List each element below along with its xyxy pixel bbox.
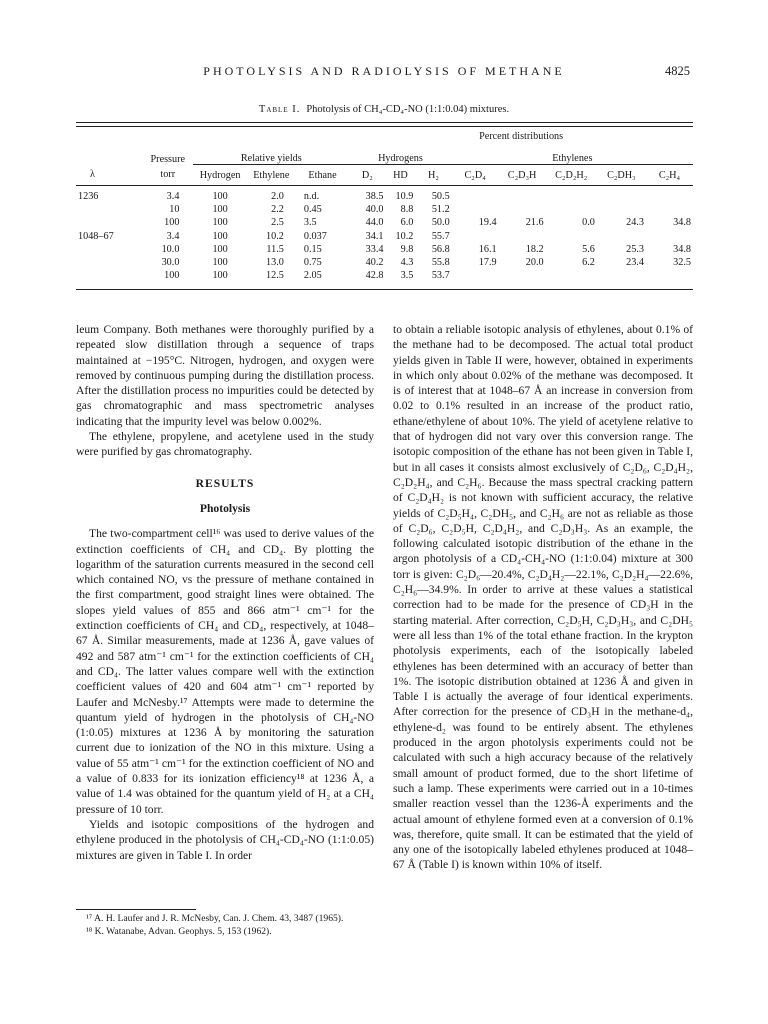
table-cell: 10.2	[266, 231, 284, 243]
table-row	[76, 204, 693, 217]
table-cell: 2.05	[303, 269, 322, 281]
table-cell: 4.3	[400, 256, 414, 268]
table-cell: 3.5	[303, 216, 317, 228]
column-header: Hydrogen	[193, 165, 246, 186]
table-cell: 21.6	[525, 216, 544, 228]
table-cell: 24.3	[626, 216, 644, 228]
table-cell: 8.8	[400, 203, 414, 215]
table-cell: 100	[212, 244, 228, 256]
column-header: Ethylene	[247, 165, 296, 186]
table-cell: 53.7	[431, 269, 450, 281]
header-hydrogens: Hydrogens	[349, 145, 451, 165]
table-cell: 2.2	[271, 203, 284, 215]
table-cell	[76, 204, 142, 217]
table-cell: 100	[212, 231, 228, 243]
table-cell: 12.5	[266, 269, 284, 281]
table-cell: 34.8	[673, 244, 691, 256]
table-cell: 33.4	[365, 244, 384, 256]
table-cell: 1236	[78, 191, 99, 202]
table-cell: 100	[164, 216, 180, 228]
header-percent-distributions: Percent distributions	[479, 131, 564, 142]
table-cell: 9.8	[400, 244, 414, 256]
data-table	[76, 122, 693, 290]
paragraph: The ethylene, propylene, and acetylene used in the study were purified by gas chromatography.	[76, 430, 374, 459]
paragraph: Yields and isotopic compositions of the hydrogen and ethylene produced in the photolysis of CH₄-CD₄-NO (1:1:0.05) mixtures are given in Table I. In order	[76, 817, 374, 862]
table-cell: 25.3	[626, 244, 644, 256]
table-cell: 10.2	[395, 231, 414, 243]
table-cell	[452, 204, 499, 217]
table-cell: 0.15	[303, 244, 322, 256]
table-cell	[546, 204, 597, 217]
table-cell: 30.0	[161, 256, 180, 268]
table-cell: 2.5	[271, 216, 284, 228]
table-row	[76, 229, 693, 244]
table-cell	[646, 186, 693, 204]
table-cell: 10.0	[161, 244, 180, 256]
header-ethylenes: Ethylenes	[452, 145, 693, 165]
footnote-18: ¹⁸ K. Watanabe, Advan. Geophys. 5, 153 (1962).	[86, 925, 272, 937]
table-cell: 3.4	[166, 231, 180, 243]
table-cell: 50.0	[431, 216, 450, 228]
section-heading-results: RESULTS	[195, 476, 255, 490]
table-cell	[452, 186, 499, 204]
table-cell: 6.2	[582, 256, 595, 268]
table-cell: 23.4	[626, 256, 644, 268]
header-pressure: Pressure	[150, 153, 186, 165]
column-header: C₂D₄	[452, 165, 499, 186]
table-cell: 6.0	[400, 216, 414, 228]
column-header: C₂H₄	[646, 165, 693, 186]
table-cell: 100	[212, 191, 228, 202]
table-cell: 100	[164, 269, 180, 281]
table-cell: 44.0	[365, 216, 384, 228]
table-cell	[597, 229, 646, 244]
table-cell	[546, 186, 597, 204]
table-cell: 40.2	[365, 256, 384, 268]
column-header: Ethane	[296, 165, 349, 186]
column-header: C₂DH₃	[597, 165, 646, 186]
table-cell: 42.8	[365, 269, 384, 281]
table-cell	[546, 270, 597, 283]
table-cell: 38.5	[365, 191, 384, 202]
table-cell: 100	[212, 269, 228, 281]
table-cell: 40.0	[365, 203, 384, 215]
subsection-heading-photolysis: Photolysis	[199, 501, 251, 515]
table-cell: 51.2	[431, 203, 450, 215]
table-caption	[0, 104, 768, 115]
table-cell: 34.8	[673, 216, 691, 228]
table-cell: 100	[212, 216, 228, 228]
table-cell: 16.1	[478, 244, 497, 256]
left-column	[76, 322, 374, 863]
table-cell	[646, 229, 693, 244]
table-cell: 32.5	[673, 256, 691, 268]
table-cell	[646, 204, 693, 217]
paragraph: leum Company. Both methanes were thoroughly purified by a repeated slow distillation through a sequence of traps maintained at −195°C. Nitrogen, hydrogen, and oxygen were removed by continuous pumping during the distillation process. After the distillation process no impurities could be detected by gas chromatographic and mass spectrometric analyses indicating that the impurity level was below 0.002%.	[76, 323, 374, 428]
right-column	[393, 322, 693, 873]
table-cell: 55.7	[431, 231, 450, 243]
table-cell: 3.5	[400, 269, 414, 281]
table-caption-label: Table I.	[258, 104, 301, 115]
table-cell	[76, 217, 142, 230]
table-cell: 10.9	[395, 191, 414, 202]
table-cell	[546, 229, 597, 244]
table-cell: 19.4	[478, 216, 497, 228]
table-cell: n.d.	[303, 191, 320, 202]
table-cell: 0.0	[582, 216, 595, 228]
table-cell	[76, 257, 142, 270]
running-head	[0, 64, 768, 84]
table-cell: 0.037	[303, 231, 327, 243]
table-caption-text: Photolysis of CH₄-CD₄-NO (1:1:0.04) mixtures.	[306, 104, 510, 115]
column-header: HD	[386, 165, 416, 186]
table-cell	[452, 270, 499, 283]
table-cell: 17.9	[478, 256, 497, 268]
table-cell	[499, 270, 546, 283]
table-cell	[646, 270, 693, 283]
table-cell: 11.5	[266, 244, 284, 256]
table-cell	[597, 270, 646, 283]
footnote-rule	[76, 909, 196, 910]
table-cell: 10	[169, 203, 180, 215]
table-cell: 100	[212, 203, 228, 215]
table-cell: 18.2	[525, 244, 544, 256]
table-cell: 20.0	[525, 256, 544, 268]
column-header: D₂	[349, 165, 385, 186]
table-cell: 100	[212, 256, 228, 268]
table-cell: 34.1	[365, 231, 384, 243]
table-cell: 50.5	[431, 191, 450, 202]
table-cell: 1048–67	[78, 231, 114, 243]
header-relative-yields: Relative yields	[193, 145, 349, 165]
column-header: C₂D₃H	[499, 165, 546, 186]
column-header: C₂D₂H₂	[546, 165, 597, 186]
table-cell	[499, 186, 546, 204]
table-cell	[76, 244, 142, 257]
table-cell: 5.6	[582, 244, 595, 256]
table-row	[76, 270, 693, 283]
table-cell	[452, 229, 499, 244]
table-cell: 55.8	[431, 256, 450, 268]
table-cell: 2.0	[271, 191, 284, 202]
table-row	[76, 217, 693, 230]
running-head-title: PHOTOLYSIS AND RADIOLYSIS OF METHANE	[203, 64, 565, 78]
table-body	[76, 186, 693, 290]
table-cell	[76, 270, 142, 283]
table-cell	[499, 229, 546, 244]
table-row	[76, 257, 693, 270]
table-cell: 3.4	[166, 191, 180, 202]
table-cell: 0.75	[303, 256, 322, 268]
table-cell	[597, 186, 646, 204]
table-cell	[499, 204, 546, 217]
table-cell: 0.45	[303, 203, 322, 215]
table-cell	[597, 204, 646, 217]
column-header: λ	[76, 165, 142, 186]
footnotes	[76, 913, 374, 938]
table-row	[76, 186, 693, 204]
table-row	[76, 244, 693, 257]
table-cell: 56.8	[431, 244, 450, 256]
paragraph: to obtain a reliable isotopic analysis of ethylenes, about 0.1% of the methane had to be decomposed. The actual total product yields given in Table II were, however, obtained in experiments in which only about 0.02% of the methane was decomposed. It is of interest that at 1048–67 Å an increase in conversion from 0.02 to 0.1% resulted in an increase of the product ratio, ethane/ethylene of about 10%. The yield of acetylene relative to that of hydrogen did not vary over this conversion range. The isotopic composition of the ethane has not been given in Table I, but in all cases it consists almost exclusively of C₂D₆, C₂D₄H₂, C₂D₂H₄, and C₂H₆. Because the mass spectral cracking pattern of C₂D₄H₂ is not known with sufficient accuracy, the relative yields of C₂D₅H₄, C₂DH₅, and C₂H₆ are not as reliable as those of C₂D₆, C₂D₅H, C₂D₄H₂, and C₂D₃H₃. As an example, the following calculated isotopic distribution of the ethane in the argon photolysis of a CD₄-CH₄-NO (1:1:0.04) mixture at 300 torr is given: C₂D₆—20.4%, C₂D₄H₂—22.1%, C₂D₂H₄—22.6%, C₂H₆—34.9%. In order to arrive at these values a statistical correction had to be made for the presence of CD₃H in the starting material. After correction, C₂D₅H, C₂D₃H₃, and C₂DH₅ were all less than 1% of the total ethane fraction. In the krypton photolysis experiments, each of the isotopically labeled ethylenes has been determined with an accuracy of better than 1%. The isotopic distribution obtained at 1236 Å and given in Table I is actually the average of four identical experiments. After correction for the presence of CD₃H in the methane-d₄, ethylene-d₂ was found to be entirely absent. The ethylenes produced in the argon photolysis experiments could not be calculated with such a high accuracy because of the relatively small amount of product formed, due to the short lifetime of such a lamp. These experiments were carried out in a 10-times smaller reaction vessel than the 1236-Å experiments and the actual amount of ethylene formed even at a conversion of 0.1% was, therefore, quite small. It can be estimated that the yield of any one of the isotopically labeled ethylenes produced at 1048–67 Å (Table I) is known within 10% of itself.	[393, 323, 693, 872]
page-number: 4825	[665, 64, 690, 78]
paragraph: The two-compartment cell¹⁶ was used to derive values of the extinction coefficients of CH₄ and CD₄. By plotting the logarithm of the saturation currents measured in the second cell which contained NO, vs the pressure of methane contained in the first compartment, good straight lines were obtained. The slopes yield values of 855 and 866 atm⁻¹ cm⁻¹ for the extinction coefficients of CH₄ and CD₄, respectively, at 1048–67 Å. Similar measurements, made at 1236 Å, gave values of 492 and 587 atm⁻¹ cm⁻¹ for the extinction coefficients of CH₄ and CD₄. The latter values compare well with the extinction coefficient values of 420 and 604 atm⁻¹ cm⁻¹ reported by Laufer and McNesby.¹⁷ Attempts were made to determine the quantum yield of hydrogen in the photolysis of CH₄-NO (1:0.05) mixtures at 1236 Å by monitoring the saturation current due to ionization of the NO in this mixture. Using a value of 55 atm⁻¹ cm⁻¹ for the extinction coefficient of NO and a value of 0.833 for its ionization efficiency¹⁸ at 1236 Å, a value of 1.4 was obtained for the quantum yield of H₂ at a CH₄ pressure of 10 torr.	[76, 527, 374, 816]
column-header: torr	[142, 165, 193, 186]
column-header: H₂	[415, 165, 451, 186]
footnote-17: ¹⁷ A. H. Laufer and J. R. McNesby, Can. J. Chem. 43, 3487 (1965).	[86, 913, 344, 924]
table-cell: 13.0	[266, 256, 284, 268]
